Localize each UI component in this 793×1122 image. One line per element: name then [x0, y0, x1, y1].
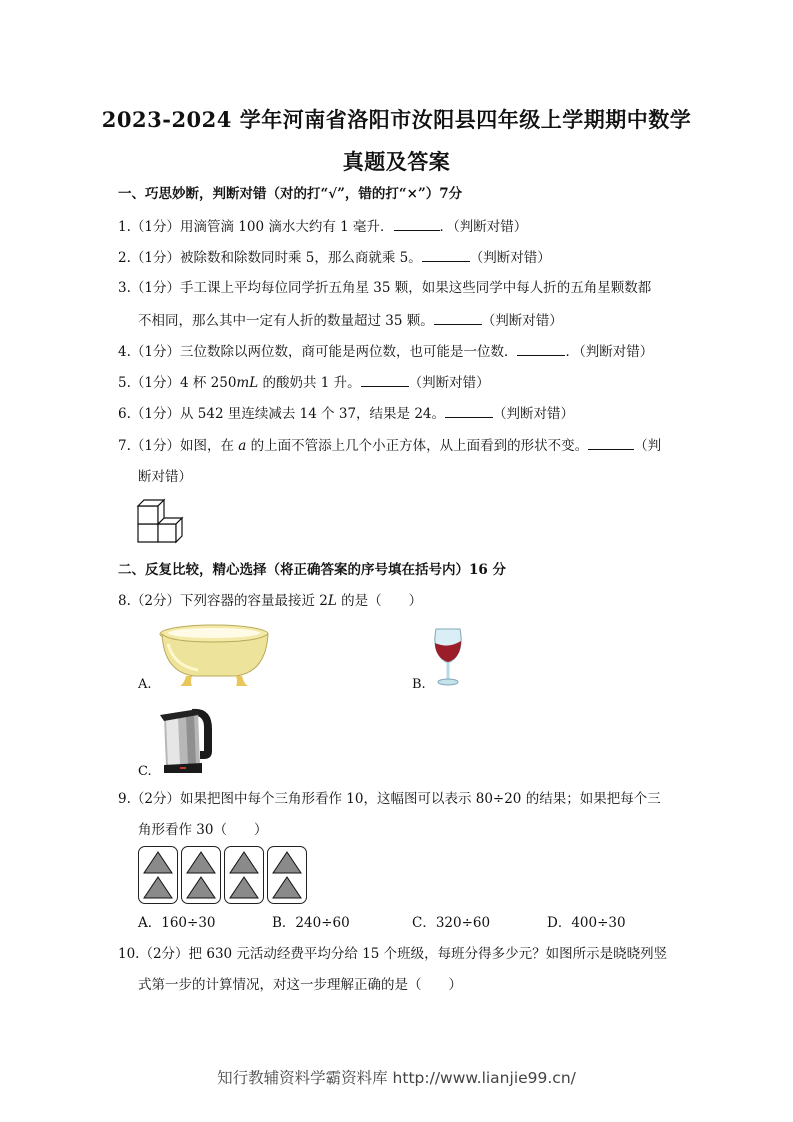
option-c-label[interactable]: C.	[138, 764, 152, 779]
triangle-card	[138, 846, 178, 904]
answer-blank[interactable]	[588, 437, 634, 450]
page-subtitle: 真题及答案	[342, 149, 451, 174]
question-4	[118, 343, 653, 360]
unit-l: L	[327, 593, 337, 609]
question-5-text-2: 的酸奶共 1 升。	[258, 375, 361, 391]
question-7	[118, 437, 661, 454]
triangle-icon	[139, 847, 177, 903]
answer-blank[interactable]	[394, 218, 440, 231]
answer-blank[interactable]	[434, 312, 482, 325]
question-8	[118, 593, 422, 609]
question-6-text: 6.（1分）从 542 里连续减去 14 个 37，结果是 24。	[118, 406, 446, 422]
question-7-line-2: 断对错）	[138, 469, 192, 485]
option-c[interactable]: C．320÷60	[412, 915, 491, 931]
question-2	[118, 249, 551, 266]
section-1-heading: 一、巧思妙断，判断对错（对的打“√”，错的打“×”）7分	[118, 186, 463, 202]
question-2-text: 2.（1分）被除数和除数同时乘 5，那么商就乘 5。	[118, 250, 422, 266]
answer-blank[interactable]	[517, 343, 565, 356]
triangle-card	[181, 846, 221, 904]
question-1-suffix: ．（判断对错）	[439, 219, 528, 235]
question-3-line-2	[138, 312, 563, 329]
question-7-text: 7.（1分）如图，在	[118, 438, 239, 454]
question-3-suffix: （判断对错）	[481, 313, 563, 329]
option-a-label[interactable]: A.	[138, 677, 152, 692]
option-a[interactable]: A．160÷30	[138, 915, 216, 931]
answer-blank[interactable]	[445, 405, 493, 418]
option-d[interactable]: D．400÷30	[547, 915, 626, 931]
section-2-heading: 二、反复比较，精心选择（将正确答案的序号填在括号内）16 分	[118, 562, 506, 578]
question-9-line-1: 9.（2分）如果把图中每个三角形看作 10，这幅图可以表示 80÷20 的结果；如果把每个三	[118, 791, 661, 807]
bathtub-image	[158, 620, 272, 688]
answer-blank[interactable]	[361, 374, 409, 387]
question-7-suffix: （判	[634, 438, 662, 454]
question-6	[118, 405, 574, 422]
question-3-line-1: 3.（1分）手工课上平均每位同学折五角星 35 颗，如果这些同学中每人折的五角星颗数都	[118, 280, 652, 296]
triangle-card	[267, 846, 307, 904]
page-title: 2023-2024 学年河南省洛阳市汝阳县四年级上学期期中数学	[101, 107, 692, 132]
question-5	[118, 374, 490, 391]
question-4-suffix: ．（判断对错）	[565, 344, 654, 360]
answer-blank[interactable]	[422, 249, 470, 262]
question-10-line-1: 10.（2分）把 630 元活动经费平均分给 15 个班级，每班分得多少元？如图所示是晓晓列竖	[118, 946, 668, 962]
question-4-text: 4.（1分）三位数除以两位数，商可能是两位数，也可能是一位数．	[118, 344, 518, 360]
question-5-suffix: （判断对错）	[408, 375, 490, 391]
question-9-line-2: 角形看作 30（ ）	[138, 822, 268, 838]
question-8-suffix: 的是（ ）	[336, 593, 423, 609]
footer-watermark: 知行教辅资料学霸资料库 http://www.lianjie99.cn/	[217, 1069, 576, 1087]
triangle-icon	[268, 847, 306, 903]
triangle-card	[224, 846, 264, 904]
triangle-icon	[182, 847, 220, 903]
question-1-text: 1.（1分）用滴管滴 100 滴水大约有 1 毫升．	[118, 219, 394, 235]
question-2-suffix: （判断对错）	[469, 250, 551, 266]
unit-ml: mL	[236, 375, 259, 391]
question-6-suffix: （判断对错）	[493, 406, 575, 422]
cube-stack-figure	[136, 496, 188, 544]
triangle-icon	[225, 847, 263, 903]
question-10-line-2: 式第一步的计算情况，对这一步理解正确的是（ ）	[138, 977, 462, 993]
option-b-label[interactable]: B.	[412, 677, 426, 692]
question-1	[118, 218, 527, 235]
wine-glass-image	[430, 627, 466, 687]
question-7-text-2: 的上面不管添上几个小正方体，从上面看到的形状不变。	[246, 438, 589, 454]
question-8-text: 8.（2分）下列容器的容量最接近 2	[118, 593, 328, 609]
question-3-text: 不相同，那么其中一定有人折的数量超过 35 颗。	[138, 313, 434, 329]
option-b[interactable]: B．240÷60	[272, 915, 350, 931]
electric-kettle-image	[158, 703, 216, 775]
variable-a: a	[238, 438, 247, 454]
question-5-text: 5.（1分）4 杯 250	[118, 375, 237, 391]
